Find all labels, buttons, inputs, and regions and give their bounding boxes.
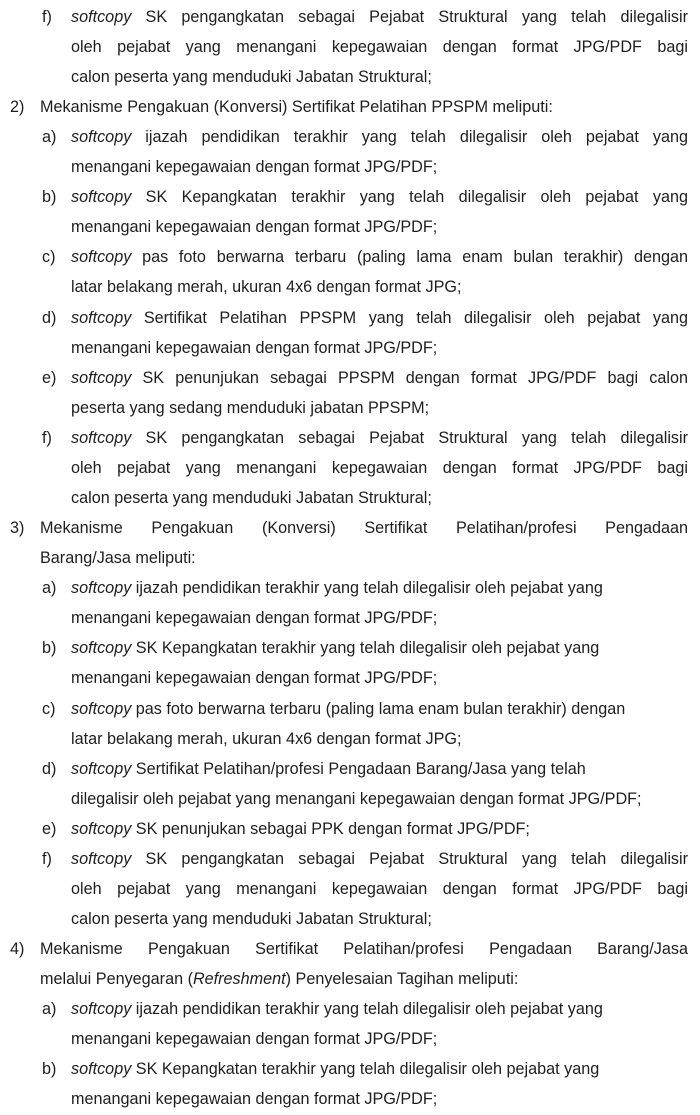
text-body: menangani kepegawaian dengan format JPG/PDF;: [71, 218, 438, 236]
text-body: menangani kepegawaian dengan format JPG/PDF;: [71, 609, 438, 627]
line-text: [71, 998, 688, 1020]
list-letter: b): [42, 188, 57, 206]
italic-term: softcopy: [71, 248, 132, 266]
line-text: [71, 667, 688, 689]
italic-term: softcopy: [71, 128, 132, 146]
text-body: SK penunjukan sebagai PPK dengan format JPG/PDF;: [131, 820, 530, 838]
text-body: oleh pejabat yang menangani kepegawaian dengan format JPG/PDF bagi: [71, 880, 688, 898]
text-body: Mekanisme Pengakuan (Konversi) Sertifikat Pelatihan PPSPM meliputi:: [40, 98, 553, 116]
line-text: [71, 728, 688, 750]
line-text: [40, 968, 688, 990]
list-letter: a): [42, 1000, 57, 1018]
line-text: [71, 788, 688, 810]
line-text: [71, 637, 688, 659]
line-text: [71, 427, 688, 449]
line-text: [71, 337, 688, 359]
text-body: menangani kepegawaian dengan format JPG/PDF;: [71, 1090, 438, 1108]
italic-term: softcopy: [71, 309, 132, 327]
text-body: peserta yang sedang menduduki jabatan PPSPM;: [71, 399, 430, 417]
line-text: [71, 6, 688, 28]
line-text: [71, 577, 688, 599]
line-text: [71, 1028, 688, 1050]
list-letter: a): [42, 579, 57, 597]
line-text: [71, 758, 688, 780]
line-text: [71, 186, 688, 208]
text-body: SK Kepangkatan terakhir yang telah dilegalisir oleh pejabat yang: [131, 188, 688, 206]
list-letter: f): [42, 850, 52, 868]
italic-term: Refreshment: [192, 970, 286, 988]
line-text: [71, 126, 688, 148]
text-body: Barang/Jasa meliputi:: [40, 549, 196, 567]
line-text: [71, 1088, 688, 1110]
text-body: menangani kepegawaian dengan format JPG/PDF;: [71, 158, 438, 176]
line-text: [40, 517, 688, 539]
list-letter: a): [42, 128, 57, 146]
line-text: [71, 397, 688, 419]
text-body: latar belakang merah, ukuran 4x6 dengan format JPG;: [71, 730, 462, 748]
line-text: [71, 698, 688, 720]
text-body: pas foto berwarna terbaru (paling lama enam bulan terakhir) dengan: [131, 248, 688, 266]
text-body: ijazah pendidikan terakhir yang telah dilegalisir oleh pejabat yang: [131, 579, 603, 597]
line-text: [71, 457, 688, 479]
list-letter: f): [42, 8, 52, 26]
line-text: [71, 607, 688, 629]
line-text: [71, 878, 688, 900]
text-body: dilegalisir oleh pejabat yang menangani kepegawaian dengan format JPG/PDF;: [71, 790, 642, 808]
italic-term: softcopy: [71, 639, 132, 657]
italic-term: softcopy: [71, 369, 132, 387]
list-letter: f): [42, 429, 52, 447]
line-text: [71, 487, 688, 509]
text-body: calon peserta yang menduduki Jabatan Struktural;: [71, 910, 432, 928]
italic-term: softcopy: [71, 8, 132, 26]
italic-term: softcopy: [71, 850, 132, 868]
text-body: pas foto berwarna terbaru (paling lama enam bulan terakhir) dengan: [131, 700, 626, 718]
text-body: ijazah pendidikan terakhir yang telah dilegalisir oleh pejabat yang: [131, 128, 688, 146]
list-letter: d): [42, 760, 57, 778]
list-number: 2): [10, 98, 25, 116]
text-body: ijazah pendidikan terakhir yang telah dilegalisir oleh pejabat yang: [131, 1000, 603, 1018]
text-body: calon peserta yang menduduki Jabatan Struktural;: [71, 489, 432, 507]
text-body: SK pengangkatan sebagai Pejabat Struktural yang telah dilegalisir: [131, 429, 688, 447]
text-body: SK Kepangkatan terakhir yang telah dilegalisir oleh pejabat yang: [131, 639, 600, 657]
line-text: [71, 908, 688, 930]
italic-term: softcopy: [71, 760, 132, 778]
line-text: [71, 367, 688, 389]
italic-term: softcopy: [71, 579, 132, 597]
text-body: oleh pejabat yang menangani kepegawaian dengan format JPG/PDF bagi: [71, 38, 688, 56]
line-text: [40, 547, 688, 569]
line-text: [71, 216, 688, 238]
text-body: menangani kepegawaian dengan format JPG/PDF;: [71, 339, 438, 357]
text-body: ) Penyelesaian Tagihan meliputi:: [285, 970, 519, 988]
line-text: [71, 66, 688, 88]
italic-term: softcopy: [71, 429, 132, 447]
italic-term: softcopy: [71, 820, 132, 838]
line-text: [71, 1058, 688, 1080]
list-number: 3): [10, 519, 25, 537]
list-letter: c): [42, 248, 56, 266]
italic-term: softcopy: [71, 1060, 132, 1078]
list-letter: b): [42, 639, 57, 657]
text-body: SK Kepangkatan terakhir yang telah dilegalisir oleh pejabat yang: [131, 1060, 600, 1078]
italic-term: softcopy: [71, 188, 132, 206]
line-text: [71, 246, 688, 268]
list-letter: c): [42, 700, 56, 718]
text-body: Mekanisme Pengakuan (Konversi) Sertifikat Pelatihan/profesi Pengadaan: [40, 519, 688, 537]
line-text: [71, 276, 688, 298]
line-text: [71, 307, 688, 329]
text-body: oleh pejabat yang menangani kepegawaian dengan format JPG/PDF bagi: [71, 459, 688, 477]
text-body: SK pengangkatan sebagai Pejabat Struktural yang telah dilegalisir: [131, 8, 688, 26]
line-text: [40, 96, 688, 118]
italic-term: softcopy: [71, 1000, 132, 1018]
list-letter: e): [42, 369, 57, 387]
list-letter: e): [42, 820, 57, 838]
text-body: Sertifikat Pelatihan PPSPM yang telah dilegalisir oleh pejabat yang: [131, 309, 688, 327]
line-text: [71, 36, 688, 58]
line-text: [40, 938, 688, 960]
text-body: latar belakang merah, ukuran 4x6 dengan format JPG;: [71, 278, 462, 296]
list-number: 4): [10, 940, 25, 958]
line-text: [71, 818, 688, 840]
text-body: SK penunjukan sebagai PPSPM dengan format JPG/PDF bagi calon: [131, 369, 688, 387]
list-letter: b): [42, 1060, 57, 1078]
text-body: menangani kepegawaian dengan format JPG/PDF;: [71, 1030, 438, 1048]
list-letter: d): [42, 309, 57, 327]
text-prefix: melalui Penyegaran (: [40, 970, 193, 988]
text-body: calon peserta yang menduduki Jabatan Struktural;: [71, 68, 432, 86]
text-body: menangani kepegawaian dengan format JPG/PDF;: [71, 669, 438, 687]
text-body: Mekanisme Pengakuan Sertifikat Pelatihan/profesi Pengadaan Barang/Jasa: [40, 940, 688, 958]
text-body: SK pengangkatan sebagai Pejabat Struktural yang telah dilegalisir: [131, 850, 688, 868]
line-text: [71, 848, 688, 870]
text-body: Sertifikat Pelatihan/profesi Pengadaan Barang/Jasa yang telah: [131, 760, 586, 778]
italic-term: softcopy: [71, 700, 132, 718]
line-text: [71, 156, 688, 178]
